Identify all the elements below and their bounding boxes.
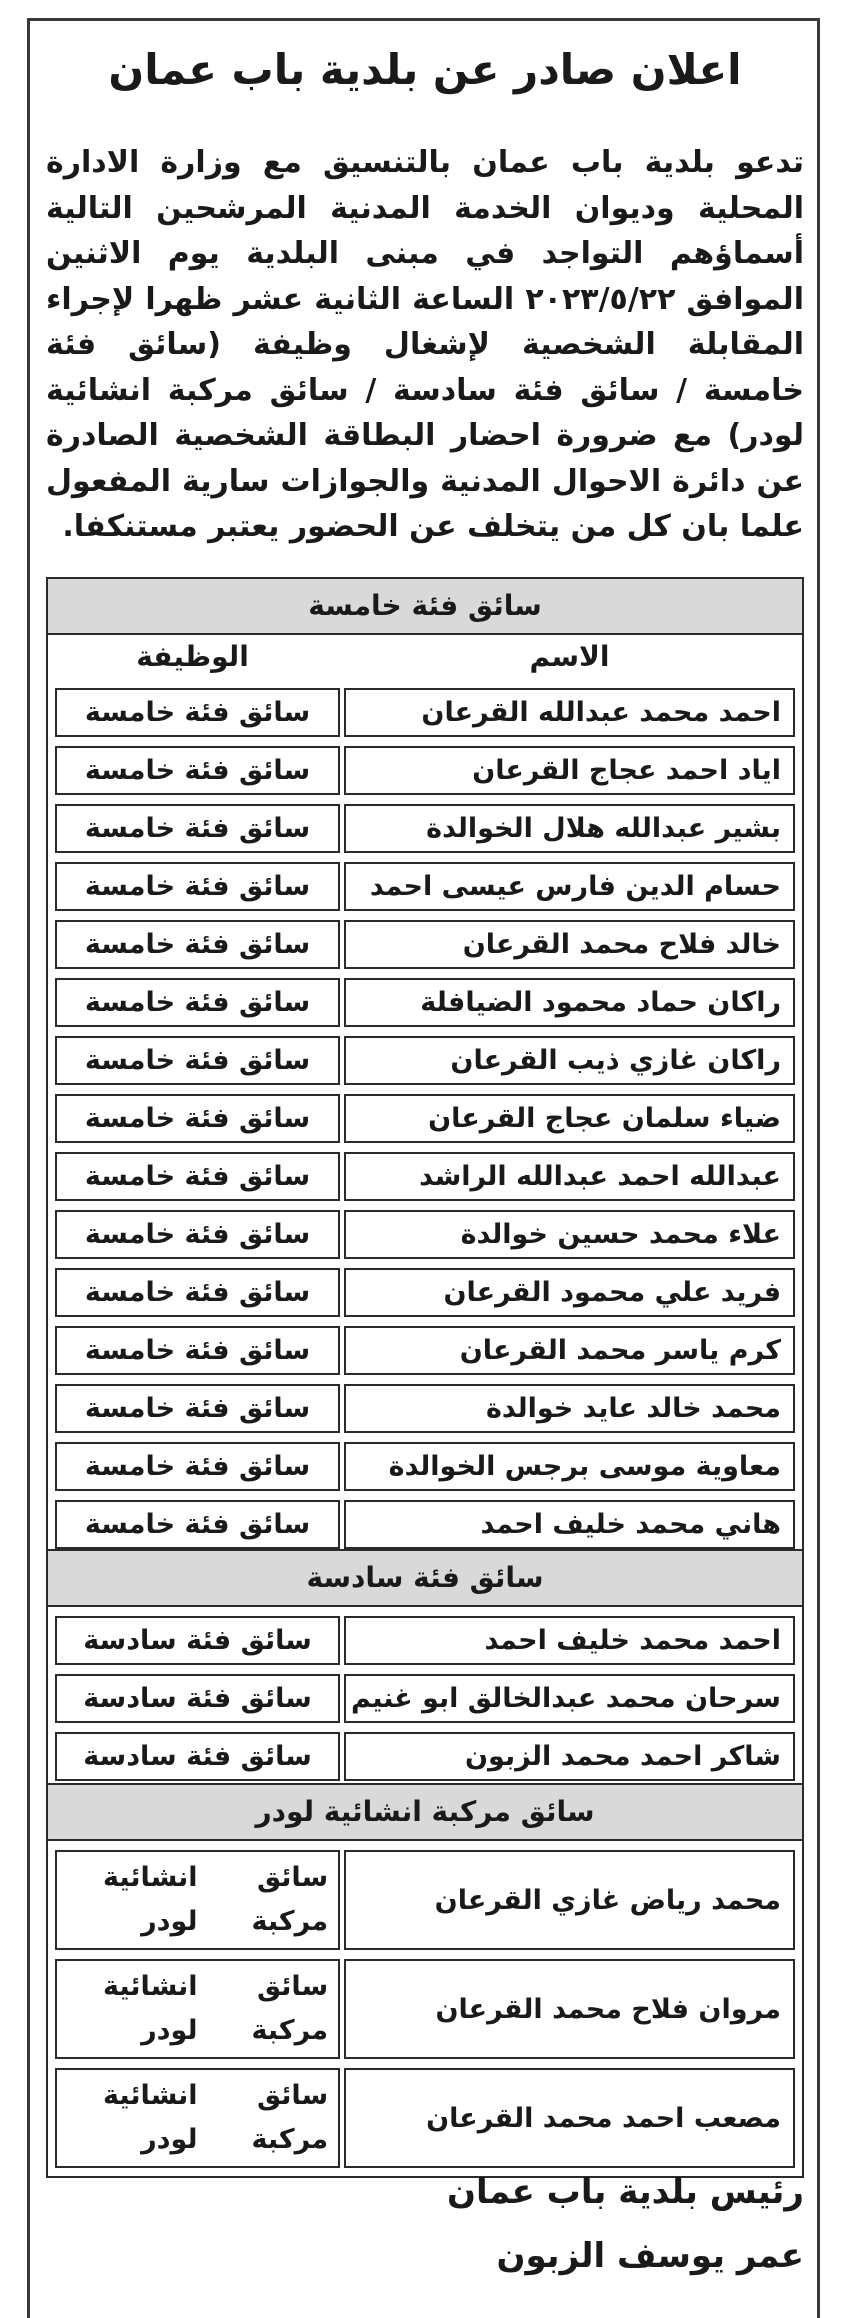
table-body <box>48 688 802 1557</box>
candidate-name: راكان غازي ذيب القرعان <box>344 1036 795 1085</box>
candidate-name: احمد محمد خليف احمد <box>344 1616 795 1665</box>
job-line: انشائية لودر <box>103 2080 198 2155</box>
column-header-job: الوظيفة <box>136 640 249 673</box>
candidate-job: سائق فئة سادسة <box>55 1732 340 1781</box>
table-row <box>55 1326 795 1375</box>
candidate-job: سائق فئة خامسة <box>55 1268 340 1317</box>
candidate-job: سائق فئة خامسة <box>55 1326 340 1375</box>
table-body <box>48 1616 802 1789</box>
section-title: سائق مركبة انشائية لودر <box>48 1785 802 1841</box>
table-row <box>55 1094 795 1143</box>
candidate-name: كرم ياسر محمد القرعان <box>344 1326 795 1375</box>
candidate-name: ضياء سلمان عجاج القرعان <box>344 1094 795 1143</box>
candidate-name: سرحان محمد عبدالخالق ابو غنيم <box>344 1674 795 1723</box>
table-row <box>55 978 795 1027</box>
table-row <box>55 1500 795 1549</box>
table-row <box>55 1210 795 1259</box>
signature-role: رئيس بلدية باب عمان <box>447 2172 804 2212</box>
candidate-name: اياد احمد عجاج القرعان <box>344 746 795 795</box>
candidate-job: سائق فئة خامسة <box>55 1152 340 1201</box>
table-row <box>55 920 795 969</box>
candidate-job: سائق فئة خامسة <box>55 688 340 737</box>
candidate-job: سائق فئة خامسة <box>55 1036 340 1085</box>
table-row <box>55 2068 795 2168</box>
candidate-name: مروان فلاح محمد القرعان <box>344 1959 795 2059</box>
section-fifth-category <box>46 577 804 1559</box>
job-line: انشائية لودر <box>103 1971 198 2046</box>
candidate-name: فريد علي محمود القرعان <box>344 1268 795 1317</box>
job-line: سائق مركبة <box>251 1971 329 2046</box>
candidate-job: سائق فئة خامسة <box>55 746 340 795</box>
candidate-job: سائق فئة خامسة <box>55 862 340 911</box>
candidate-name: بشير عبدالله هلال الخوالدة <box>344 804 795 853</box>
table-row <box>55 1268 795 1317</box>
candidate-name: خالد فلاح محمد القرعان <box>344 920 795 969</box>
candidate-name: احمد محمد عبدالله القرعان <box>344 688 795 737</box>
candidate-job <box>55 1959 340 2059</box>
announcement-intro: تدعو بلدية باب عمان بالتنسيق مع وزارة الادارة المحلية وديوان الخدمة المدنية المرشحين التالية أسماؤهم التواجد في مبنى البلدية يوم الاثنين الموافق ٢٠٢٣/٥/٢٢ الساعة الثانية عشر ظهرا لإجراء المقابلة الشخصية لإشغال وظيفة (سائق فئة خامسة / سائق فئة سادسة / سائق مركبة انشائية لودر) مع ضرورة احضار البطاقة الشخصية الصادرة عن دائرة الاحوال المدنية والجوازات سارية المفعول علما بان كل من يتخلف عن الحضور يعتبر مستنكفا. <box>46 145 804 544</box>
candidate-name: علاء محمد حسين خوالدة <box>344 1210 795 1259</box>
table-row <box>55 862 795 911</box>
candidate-name: هاني محمد خليف احمد <box>344 1500 795 1549</box>
candidate-name: محمد خالد عايد خوالدة <box>344 1384 795 1433</box>
candidate-job <box>55 1850 340 1950</box>
table-row <box>55 1442 795 1491</box>
table-header <box>48 635 802 679</box>
candidate-name: حسام الدين فارس عيسى احمد <box>344 862 795 911</box>
section-title: سائق فئة خامسة <box>48 579 802 635</box>
section-title: سائق فئة سادسة <box>48 1551 802 1607</box>
candidate-job: سائق فئة خامسة <box>55 1210 340 1259</box>
signature-name: عمر يوسف الزبون <box>496 2236 804 2276</box>
candidate-job: سائق فئة خامسة <box>55 1442 340 1491</box>
candidate-name: شاكر احمد محمد الزبون <box>344 1732 795 1781</box>
candidate-job <box>55 2068 340 2168</box>
candidate-job: سائق فئة خامسة <box>55 804 340 853</box>
candidate-name: معاوية موسى برجس الخوالدة <box>344 1442 795 1491</box>
table-row <box>55 1732 795 1781</box>
job-line: سائق مركبة <box>251 2080 329 2155</box>
table-row <box>55 746 795 795</box>
table-row <box>55 1674 795 1723</box>
candidate-name: راكان حماد محمود الضيافلة <box>344 978 795 1027</box>
candidate-name: مصعب احمد محمد القرعان <box>344 2068 795 2168</box>
job-line: سائق مركبة <box>251 1862 329 1937</box>
candidate-job: سائق فئة سادسة <box>55 1674 340 1723</box>
candidate-job: سائق فئة سادسة <box>55 1616 340 1665</box>
table-row <box>55 1616 795 1665</box>
candidate-job: سائق فئة خامسة <box>55 1384 340 1433</box>
candidate-job: سائق فئة خامسة <box>55 978 340 1027</box>
candidate-job: سائق فئة خامسة <box>55 1094 340 1143</box>
table-row <box>55 1036 795 1085</box>
job-line: انشائية لودر <box>103 1862 198 1937</box>
table-row <box>55 1850 795 1950</box>
candidate-name: عبدالله احمد عبدالله الراشد <box>344 1152 795 1201</box>
table-row <box>55 688 795 737</box>
section-sixth-category <box>46 1549 804 1791</box>
column-header-name: الاسم <box>529 640 610 673</box>
candidate-job: سائق فئة خامسة <box>55 920 340 969</box>
section-loader <box>46 1783 804 2178</box>
table-row <box>55 1152 795 1201</box>
candidate-job: سائق فئة خامسة <box>55 1500 340 1549</box>
table-body <box>48 1850 802 2176</box>
table-row <box>55 1384 795 1433</box>
announcement-title: اعلان صادر عن بلدية باب عمان <box>108 45 742 94</box>
candidate-name: محمد رياض غازي القرعان <box>344 1850 795 1950</box>
table-row <box>55 804 795 853</box>
table-row <box>55 1959 795 2059</box>
